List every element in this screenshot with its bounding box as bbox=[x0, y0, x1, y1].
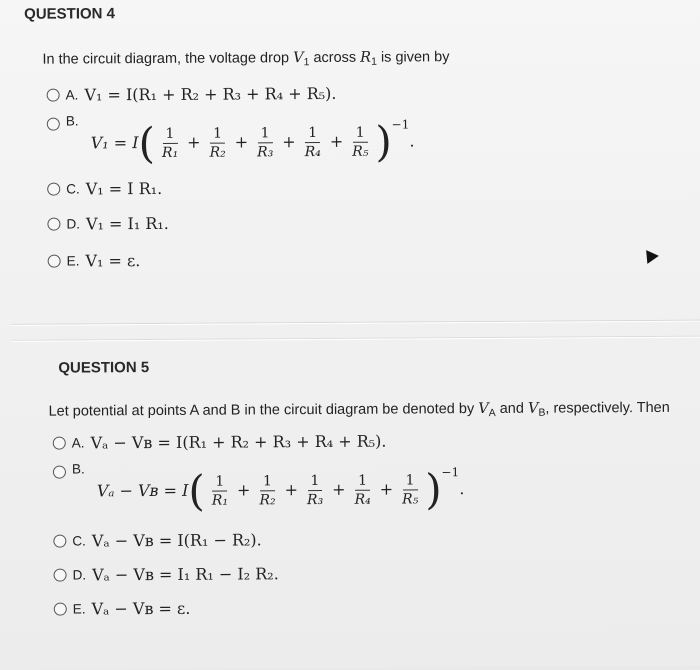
q5-b-num-5: 1 bbox=[403, 472, 418, 490]
q4-b-plus-1: + bbox=[187, 132, 201, 152]
q5-option-b-label: B. bbox=[71, 461, 85, 477]
q4-option-e-expr: V₁ = ε. bbox=[85, 251, 141, 271]
q5-text-vb: V bbox=[527, 400, 539, 417]
q4-text-mid: across bbox=[309, 49, 361, 67]
q5-b-plus-4: + bbox=[379, 479, 394, 499]
q5-option-a[interactable] bbox=[53, 432, 387, 453]
q4-b-plus-4: + bbox=[329, 131, 344, 151]
q4-b-frac-3 bbox=[254, 125, 276, 160]
q4-option-e[interactable] bbox=[48, 251, 141, 271]
q4-text-r-sub: 1 bbox=[371, 56, 377, 68]
q4-b-num-4: 1 bbox=[305, 125, 320, 143]
q5-option-d-expr: Vₐ − Vʙ = I₁ R₁ − I₂ R₂. bbox=[92, 564, 279, 585]
q4-b-den-1: R₁ bbox=[161, 144, 179, 161]
question-4-header: QUESTION 4 bbox=[24, 5, 116, 23]
q5-b-num-1: 1 bbox=[212, 474, 227, 492]
q4-b-frac-2 bbox=[206, 126, 228, 161]
question-divider bbox=[12, 320, 700, 326]
q4-option-a-expr: V₁ = I(R₁ + R₂ + R₃ + R₄ + R₅). bbox=[84, 83, 337, 105]
q5-option-e-label: E. bbox=[72, 601, 86, 617]
q5-option-c[interactable] bbox=[53, 530, 261, 550]
q5-b-tail: . bbox=[459, 479, 465, 499]
q5-option-c-radio[interactable] bbox=[53, 535, 66, 548]
q5-b-plus-2: + bbox=[284, 480, 299, 500]
q4-option-c[interactable] bbox=[47, 179, 162, 199]
q4-option-a[interactable] bbox=[47, 84, 337, 105]
q4-b-den-2: R₂ bbox=[209, 144, 226, 161]
q4-text-post: is given by bbox=[376, 49, 450, 66]
q5-option-c-expr: Vₐ − Vʙ = I(R₁ − R₂). bbox=[91, 530, 262, 551]
q5-b-exponent: −1 bbox=[441, 465, 460, 480]
q5-option-a-expr: Vₐ − Vʙ = I(R₁ + R₂ + R₃ + R₄ + R₅). bbox=[90, 431, 387, 453]
q5-b-frac-2 bbox=[256, 473, 278, 508]
q5-b-frac-3 bbox=[304, 473, 326, 508]
q5-option-a-radio[interactable] bbox=[53, 437, 66, 450]
q4-b-open-paren: ( bbox=[138, 118, 156, 168]
q5-option-e-expr: Vₐ − Vʙ = ε. bbox=[91, 598, 191, 619]
q5-text-va-sub: A bbox=[488, 408, 496, 420]
q5-b-frac-4 bbox=[351, 473, 373, 508]
q5-b-num-3: 1 bbox=[307, 473, 322, 491]
q5-option-d[interactable] bbox=[54, 564, 279, 584]
q5-text-vb-sub: B bbox=[538, 407, 546, 419]
q5-option-e[interactable] bbox=[54, 599, 191, 619]
q4-b-den-3: R₃ bbox=[257, 144, 274, 161]
q4-b-close-paren: ) bbox=[375, 117, 392, 167]
q4-option-a-radio[interactable] bbox=[47, 89, 60, 102]
q5-b-frac-5 bbox=[399, 472, 421, 507]
q4-b-exponent: −1 bbox=[391, 117, 410, 132]
q4-b-frac-4 bbox=[302, 125, 324, 160]
q4-b-lhs: V₁ = I bbox=[90, 133, 139, 153]
q5-b-den-5: R₅ bbox=[402, 491, 419, 508]
q4-b-frac-1 bbox=[159, 126, 181, 161]
q4-text-v-sub: 1 bbox=[303, 57, 310, 69]
q5-b-num-4: 1 bbox=[355, 473, 370, 491]
q4-b-num-1: 1 bbox=[162, 126, 177, 144]
q5-option-d-radio[interactable] bbox=[54, 569, 67, 582]
q4-b-den-4: R₄ bbox=[304, 143, 321, 161]
question-5-text bbox=[49, 400, 670, 422]
q4-option-b-label: B. bbox=[65, 113, 79, 129]
q4-b-frac-5 bbox=[349, 125, 371, 160]
q5-option-e-radio[interactable] bbox=[54, 603, 67, 616]
question-divider-2 bbox=[12, 336, 700, 342]
q5-text-pre: Let potential at points A and B in the circuit diagram be denoted by bbox=[48, 401, 479, 420]
q5-b-frac-1 bbox=[209, 474, 231, 509]
q4-option-a-label: A. bbox=[65, 87, 79, 103]
question-5-header: QUESTION 5 bbox=[58, 359, 150, 377]
q5-b-num-2: 1 bbox=[260, 473, 275, 491]
q4-b-den-5: R₅ bbox=[352, 143, 369, 160]
q4-b-plus-3: + bbox=[282, 132, 296, 152]
q4-b-num-3: 1 bbox=[258, 125, 273, 143]
q5-b-den-1: R₁ bbox=[211, 492, 229, 509]
q5-b-lhs: Vₐ − Vʙ = I bbox=[96, 480, 189, 501]
q5-option-b-radio[interactable] bbox=[53, 466, 66, 479]
q5-b-open-paren: ( bbox=[188, 466, 205, 516]
q4-option-e-label: E. bbox=[66, 253, 80, 269]
q5-b-close-paren: ) bbox=[425, 464, 442, 514]
q5-b-den-4: R₄ bbox=[354, 491, 371, 508]
q5-text-and: and bbox=[495, 400, 528, 417]
q4-b-num-2: 1 bbox=[210, 126, 225, 144]
q4-b-plus-2: + bbox=[234, 132, 249, 152]
q4-option-e-radio[interactable] bbox=[48, 255, 61, 268]
q4-b-num-5: 1 bbox=[353, 125, 368, 143]
q5-option-b-expr bbox=[96, 464, 465, 516]
q4-option-d-expr: V₁ = I₁ R₁. bbox=[85, 213, 169, 234]
q5-b-den-3: R₃ bbox=[306, 491, 324, 509]
q4-option-d-label: D. bbox=[66, 216, 80, 232]
q4-option-c-expr: V₁ = I R₁. bbox=[85, 178, 163, 199]
q4-text-r: R bbox=[360, 49, 372, 66]
q4-option-c-radio[interactable] bbox=[47, 183, 60, 196]
q4-b-tail: . bbox=[409, 131, 415, 151]
q5-text-va: V bbox=[478, 400, 489, 418]
q5-option-c-label: C. bbox=[72, 533, 86, 549]
q4-option-c-label: C. bbox=[66, 181, 80, 197]
mouse-cursor-icon bbox=[640, 246, 658, 264]
q5-option-a-label: A. bbox=[71, 435, 85, 451]
q4-option-d-radio[interactable] bbox=[47, 218, 60, 231]
q4-option-b-radio[interactable] bbox=[47, 118, 60, 131]
q4-text-v: V bbox=[293, 50, 304, 67]
q5-b-plus-3: + bbox=[332, 479, 346, 499]
q5-option-d-label: D. bbox=[72, 567, 87, 583]
q5-b-plus-1: + bbox=[236, 480, 251, 500]
q4-text-pre: In the circuit diagram, the voltage drop bbox=[42, 50, 294, 68]
q4-option-b-expr bbox=[90, 117, 415, 168]
q4-option-d[interactable] bbox=[47, 214, 169, 234]
q5-option-b[interactable] bbox=[53, 459, 465, 516]
q4-option-b[interactable] bbox=[47, 111, 415, 168]
question-4-text bbox=[42, 49, 449, 70]
q5-text-post: , respectively. Then bbox=[545, 399, 670, 417]
q5-b-den-2: R₂ bbox=[259, 492, 276, 509]
